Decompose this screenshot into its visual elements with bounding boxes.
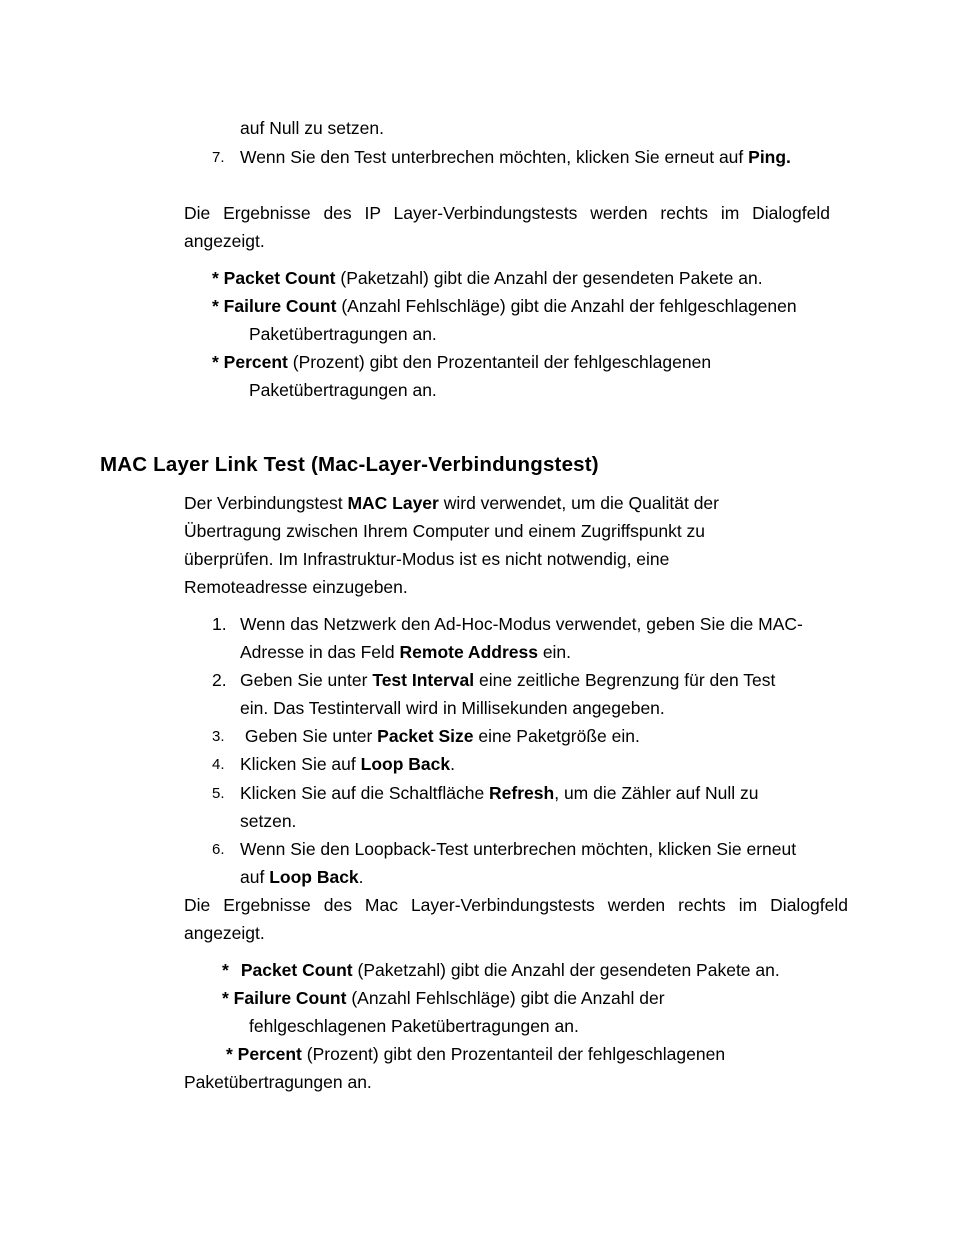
mac-bullet-label: * Percent xyxy=(226,1044,302,1064)
mac-bullet-percent xyxy=(226,1044,725,1064)
mac-intro-line-4: Remoteadresse einzugeben. xyxy=(184,577,408,597)
mac-step-6-number: 6. xyxy=(212,841,225,858)
ip-bullet-label: * Failure Count xyxy=(212,296,337,316)
mac-step-plain: Klicken Sie auf xyxy=(240,754,361,774)
ip-results-line-1: Die Ergebnisse des IP Layer-Verbindungstests werden rechts im Dialogfeld xyxy=(184,203,830,223)
mac-step-1-line-1: Wenn das Netzwerk den Ad-Hoc-Modus verwendet, geben Sie die MAC- xyxy=(240,614,803,634)
mac-step-plain: . xyxy=(358,867,364,887)
mac-step-plain: , um die Zähler auf Null zu xyxy=(554,783,759,803)
mac-bullet-label: Packet Count xyxy=(240,960,353,980)
mac-step-plain: eine Paketgröße ein. xyxy=(473,726,640,746)
mac-step-plain: eine zeitliche Begrenzung für den Test xyxy=(474,670,776,690)
mac-step-6-line-1: Wenn Sie den Loopback-Test unterbrechen möchten, klicken Sie erneut xyxy=(240,839,797,859)
ip-bullet-percent xyxy=(212,352,711,372)
mac-step-plain: Geben Sie unter xyxy=(240,726,378,746)
mac-intro-plain: wird verwendet, um die Qualität der xyxy=(438,493,719,513)
mac-bullet-failure-count-cont: fehlgeschlagenen Paketübertragungen an. xyxy=(249,1016,579,1036)
mac-step-2-number: 2. xyxy=(212,670,227,690)
mac-bullet-text: (Prozent) gibt den Prozentanteil der fehlgeschlagenen xyxy=(301,1044,726,1064)
mac-step-4-number: 4. xyxy=(212,756,225,773)
step-7-plain: Wenn Sie den Test unterbrechen möchten, klicken Sie erneut auf xyxy=(240,147,749,167)
mac-bullet-text: (Anzahl Fehlschläge) gibt die Anzahl der xyxy=(346,988,665,1008)
ip-bullet-percent-cont: Paketübertragungen an. xyxy=(249,380,437,400)
ip-bullet-packet-count xyxy=(212,268,763,288)
mac-step-1-number: 1. xyxy=(212,614,227,634)
mac-step-3-number: 3. xyxy=(212,728,225,745)
mac-section-heading: MAC Layer Link Test (Mac-Layer-Verbindungstest) xyxy=(100,453,599,476)
mac-intro-bold: MAC Layer xyxy=(347,493,439,513)
mac-step-bold: Test Interval xyxy=(372,670,475,690)
mac-step-plain: Geben Sie unter xyxy=(240,670,373,690)
mac-intro-line-3: überprüfen. Im Infrastruktur-Modus ist es nicht notwendig, eine xyxy=(184,549,670,569)
ip-bullet-label: * Packet Count xyxy=(212,268,336,288)
mac-intro-line-2: Übertragung zwischen Ihrem Computer und einem Zugriffspunkt zu xyxy=(184,521,706,541)
mac-bullet-percent-cont: Paketübertragungen an. xyxy=(184,1072,372,1092)
step-6-continuation: auf Null zu setzen. xyxy=(240,118,384,138)
ip-results-line-2: angezeigt. xyxy=(184,231,265,251)
mac-step-plain: auf xyxy=(240,867,270,887)
mac-bullet-packet-count xyxy=(222,960,780,980)
ip-bullet-failure-count-cont: Paketübertragungen an. xyxy=(249,324,437,344)
mac-step-5-line-1 xyxy=(240,783,758,803)
mac-step-plain: . xyxy=(450,754,455,774)
ip-bullet-label: * Percent xyxy=(212,352,288,372)
mac-results-line-2: angezeigt. xyxy=(184,923,265,943)
mac-bullet-failure-count xyxy=(222,988,665,1008)
mac-step-2-line-1 xyxy=(240,670,775,690)
mac-step-3-text xyxy=(240,726,640,746)
mac-step-5-line-2: setzen. xyxy=(240,811,297,831)
mac-step-1-line-2 xyxy=(240,642,571,662)
mac-results-line-1: Die Ergebnisse des Mac Layer-Verbindungstests werden rechts im Dialogfeld xyxy=(184,895,848,915)
ip-bullet-text: (Prozent) gibt den Prozentanteil der fehlgeschlagenen xyxy=(287,352,712,372)
mac-step-bold: Remote Address xyxy=(399,642,538,662)
mac-step-plain: ein. xyxy=(537,642,572,662)
mac-step-plain: Adresse in das Feld xyxy=(240,642,400,662)
mac-step-bold: Loop Back xyxy=(269,867,359,887)
mac-bullet-label: * Failure Count xyxy=(222,988,347,1008)
ip-bullet-failure-count xyxy=(212,296,797,316)
step-7-text xyxy=(240,147,791,167)
mac-step-bold: Packet Size xyxy=(377,726,474,746)
mac-bullet-star: * xyxy=(222,960,229,980)
ip-bullet-text: (Anzahl Fehlschläge) gibt die Anzahl der fehlgeschlagenen xyxy=(336,296,797,316)
mac-intro-line-1 xyxy=(184,493,719,513)
ip-bullet-text: (Paketzahl) gibt die Anzahl der gesendeten Pakete an. xyxy=(335,268,763,288)
step-7-number: 7. xyxy=(212,149,225,166)
step-7-bold: Ping. xyxy=(748,147,791,167)
mac-bullet-text: (Paketzahl) gibt die Anzahl der gesendeten Pakete an. xyxy=(352,960,780,980)
mac-step-2-line-2: ein. Das Testintervall wird in Millisekunden angegeben. xyxy=(240,698,665,718)
mac-step-plain: Klicken Sie auf die Schaltfläche xyxy=(240,783,490,803)
mac-step-4-text xyxy=(240,754,455,774)
mac-step-bold: Loop Back xyxy=(360,754,451,774)
mac-intro-plain: Der Verbindungstest xyxy=(184,493,348,513)
mac-step-6-line-2 xyxy=(240,867,364,887)
mac-step-5-number: 5. xyxy=(212,785,225,802)
mac-step-bold: Refresh xyxy=(489,783,555,803)
